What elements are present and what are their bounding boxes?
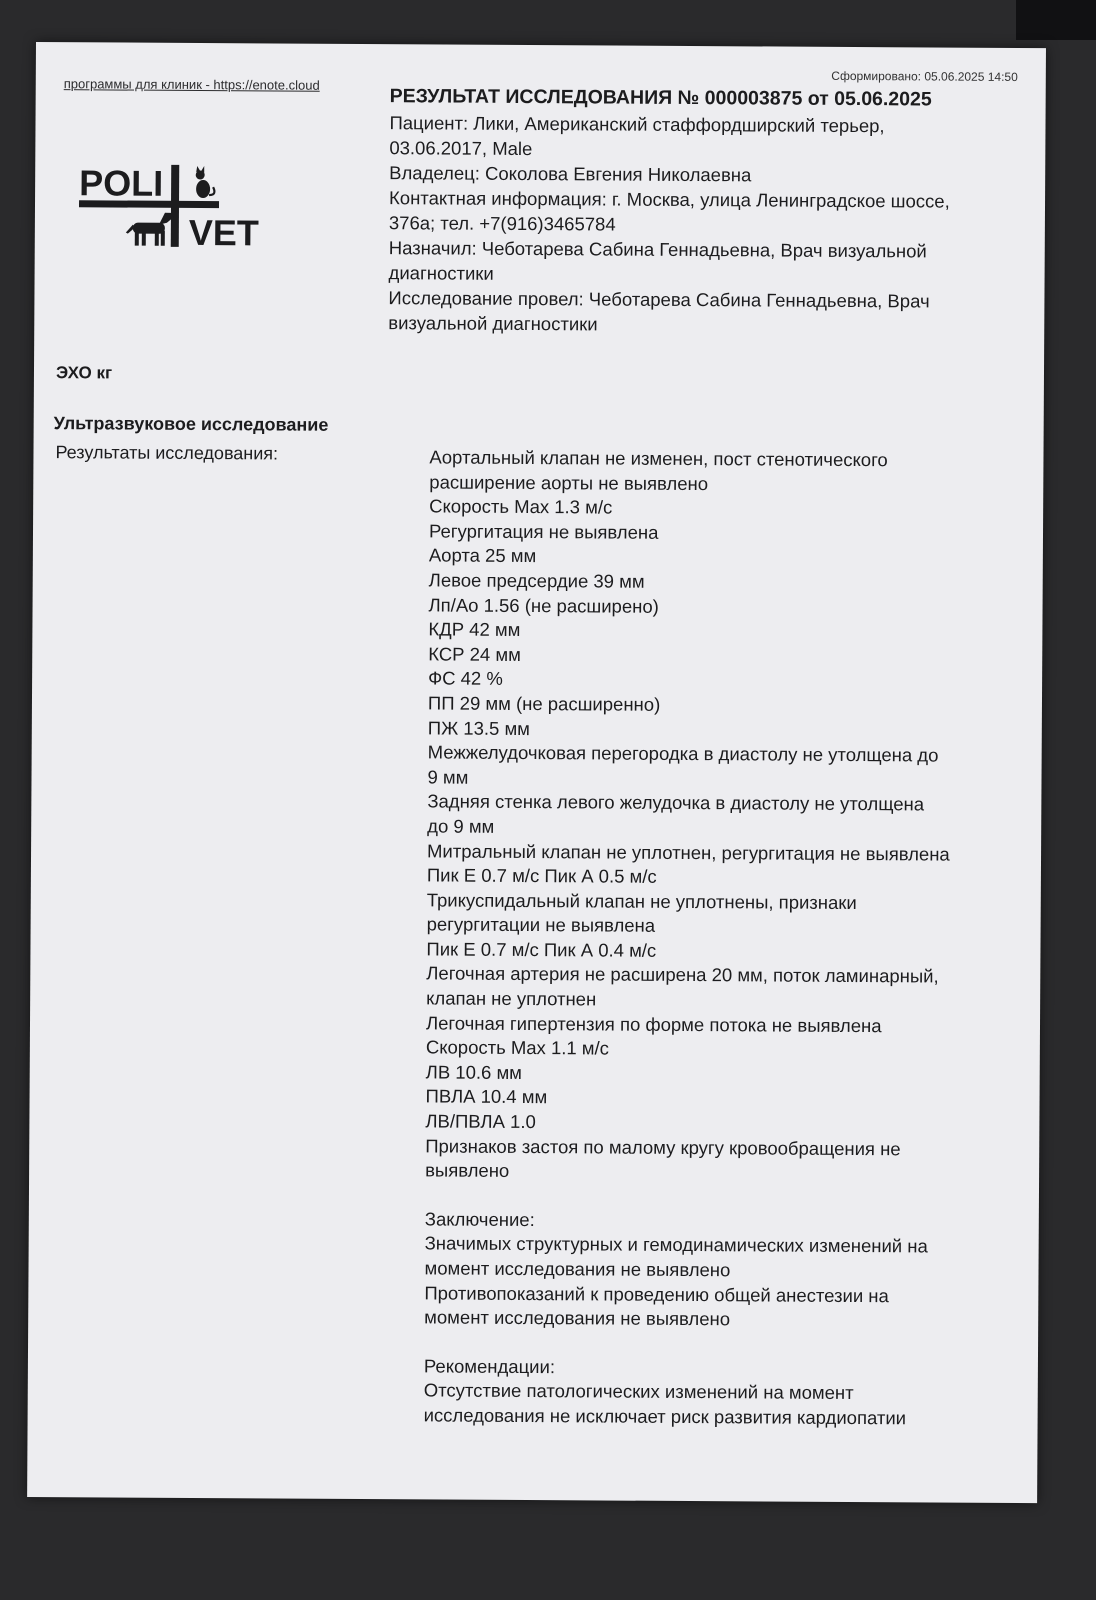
software-link[interactable]: программы для клиник - https://enote.cloud (63, 76, 320, 93)
conducted-line-2: визуальной диагностики (388, 312, 598, 335)
results-body (424, 445, 1020, 1431)
patient-line-1: Пациент: Лики, Американский стаффордширский терьер, (389, 112, 885, 137)
result-line: регургитации не выявлена (426, 913, 656, 937)
result-line: Аортальный клапан не изменен, пост стенотического (429, 446, 888, 471)
result-line: расширение аорты не выявлено (429, 471, 709, 494)
report-title: РЕЗУЛЬТАТ ИССЛЕДОВАНИЯ № 000003875 от 05.06.2025 (389, 85, 932, 111)
section-ultrasound-heading: Ультразвуковое исследование (53, 413, 329, 435)
result-line: Аорта 25 мм (428, 544, 537, 567)
result-line: Скорость Max 1.3 м/с (429, 495, 613, 518)
result-line: ПВЛА 10.4 мм (425, 1085, 548, 1108)
background-object (1016, 0, 1096, 40)
result-line: выявлено (425, 1159, 510, 1182)
result-line: Признаков застоя по малому кругу кровообращения не (425, 1135, 901, 1159)
result-line: Задняя стенка левого желудочка в диастолу не утолщена (427, 790, 925, 815)
result-line: Легочная гипертензия по форме потока не выявлена (425, 1012, 882, 1036)
report-info (388, 84, 1020, 339)
result-line: Левое предсердие 39 мм (428, 569, 645, 592)
result-line: ЛВ 10.6 мм (425, 1061, 522, 1083)
result-line: ФС 42 % (428, 667, 503, 690)
result-line: КСР 24 мм (428, 643, 521, 665)
logo-graphic (79, 160, 276, 257)
logo-text-bottom: VET (188, 211, 259, 254)
result-line: КДР 42 мм (428, 618, 521, 641)
recommendation-line: Отсутствие патологических изменений на момент (423, 1379, 854, 1404)
clinic-logo (79, 160, 276, 257)
logo-text-top: POLI (79, 162, 164, 204)
result-line: клапан не уплотнен (426, 987, 597, 1010)
result-line: Скорость Max 1.1 м/с (425, 1036, 610, 1059)
conclusion-line: момент исследования не выявлено (424, 1306, 731, 1330)
result-line: Межжелудочковая перегородка в диастолу не утолщена до (427, 741, 939, 766)
result-line: Пик Е 0.7 м/с Пик А 0.4 м/с (426, 938, 657, 961)
result-line: Легочная артерия не расширена 20 мм, поток ламинарный, (426, 962, 939, 988)
result-line: 9 мм (427, 766, 469, 788)
result-line: ПЖ 13.5 мм (427, 716, 530, 739)
contact-line-2: 376а; тел. +7(916)3465784 (388, 212, 616, 235)
conclusion-line: Противопоказаний к проведению общей анестезии на (424, 1281, 889, 1306)
assigned-line-2: диагностики (388, 262, 494, 284)
patient-line-2: 03.06.2017, Male (389, 137, 533, 160)
generated-timestamp: Сформировано: 05.06.2025 14:50 (831, 68, 1018, 84)
section-echo-heading: ЭХО кг (55, 363, 113, 383)
result-line: ПП 29 мм (не расширенно) (427, 692, 661, 715)
assigned-line-1: Назначил: Чеботарева Сабина Геннадьевна, Врач визуальной (388, 237, 927, 262)
result-line: Митральный клапан не уплотнен, регургитация не выявлена (427, 839, 950, 865)
conclusion-line: Значимых структурных и гемодинамических изменений на (424, 1232, 928, 1257)
result-line: Трикуспидальный клапан не уплотнены, признаки (426, 889, 857, 913)
report-sheet (27, 42, 1046, 1503)
result-line: Регургитация не выявлена (428, 520, 659, 543)
cat-icon (196, 166, 215, 198)
recommendation-line: исследования не исключает риск развития кардиопатии (423, 1404, 907, 1429)
conducted-line-1: Исследование провел: Чеботарева Сабина Геннадьевна, Врач (388, 287, 930, 312)
result-line: Пик Е 0.7 м/с Пик А 0.5 м/с (426, 864, 657, 887)
results-label: Результаты исследования: (55, 442, 279, 464)
conclusion-line: момент исследования не выявлено (424, 1257, 731, 1281)
owner-line: Владелец: Соколова Евгения Николаевна (389, 162, 752, 186)
conclusion-heading: Заключение: (424, 1208, 535, 1230)
dog-icon (126, 213, 174, 246)
result-line: до 9 мм (427, 815, 495, 837)
recommendations-heading: Рекомендации: (423, 1355, 556, 1377)
logo-cross-vertical (171, 165, 180, 247)
result-line: Лп/Ао 1.56 (не расширено) (428, 593, 659, 617)
result-line: ЛВ/ПВЛА 1.0 (425, 1110, 536, 1133)
contact-line-1: Контактная информация: г. Москва, улица Ленинградское шоссе, (388, 187, 950, 212)
